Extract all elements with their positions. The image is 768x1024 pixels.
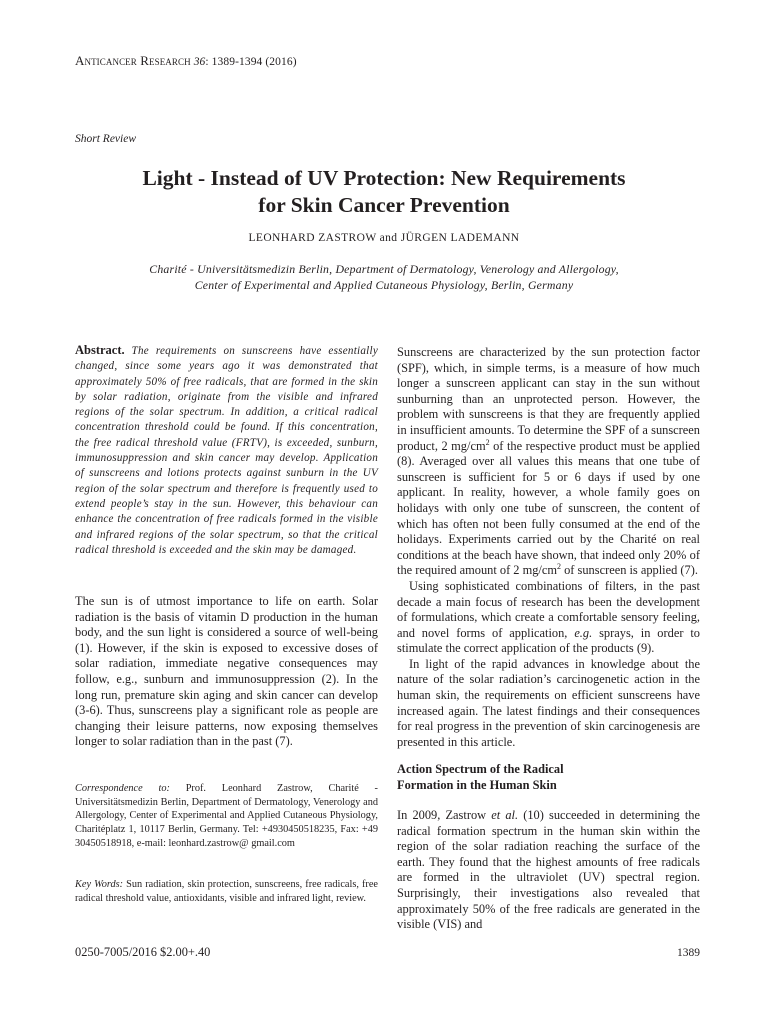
right-column-text xyxy=(397,345,700,750)
paragraph-action-spectrum-part-1: In 2009, Zastrow xyxy=(397,808,492,822)
affiliation xyxy=(60,261,708,293)
keywords xyxy=(75,878,378,905)
paragraph-spf xyxy=(397,345,700,579)
paragraph-filters xyxy=(397,579,700,657)
abstract-label: Abstract. xyxy=(75,343,125,357)
journal-header xyxy=(75,53,297,69)
intro-paragraph: The sun is of utmost importance to life on earth. Solar radiation is the basis of vitamin D production in the human body, and the sun light is considered a source of well-being (1). However, if the skin is exposed to excessive doses of solar radiation, immediate negative consequences may follow, e.g., sunburn and immunosuppression (2). In the long run, premature skin aging and skin cancer can develop (3-6). Thus, sunscreens play a significant role as people are changing their leisure patterns, now exposing themselves longer to solar radiation than in the past (7). xyxy=(75,594,378,749)
issn-price: 0250-7005/2016 $2.00+.40 xyxy=(75,945,211,959)
section-heading-line-1: Action Spectrum of the Radical xyxy=(397,762,564,776)
correspondence xyxy=(75,782,378,851)
superscript-2: 2 xyxy=(485,437,490,447)
article-title-line-1: Light - Instead of UV Protection: New Requirements xyxy=(142,166,626,190)
paragraph-advances: In light of the rapid advances in knowledge about the nature of the solar radiation’s carcinogenetic action in the human skin, the requirements on efficient sunscreens have increased again. The latest findings and their consequences for real progress in the prevention of skin carcinogenesis are presented in this article. xyxy=(397,656,700,749)
keywords-text: Sun radiation, skin protection, sunscreens, free radicals, free radical threshold value, antioxidants, visible and infrared light, review. xyxy=(75,879,378,904)
paragraph-filters-part-2: sprays, in order to stimulate the correct application of the products (9). xyxy=(397,625,700,656)
article-title-line-2: for Skin Cancer Prevention xyxy=(258,193,510,217)
correspondence-text: Prof. Leonhard Zastrow, Charité - Universitätsmedizin Berlin, Department of Dermatology, Venerology and Allergology, Center of Experimental and Applied Cutaneous Physiology, Charitéplatz 1, 10117 Berlin, Germany. Tel: +4930450518235, Fax: +49 30450518918, e-mail: leonhard.zastrow@ gmail.com xyxy=(75,783,378,849)
keywords-label: Key Words: xyxy=(75,879,124,890)
abstract xyxy=(75,343,378,558)
journal-name: Anticancer Research xyxy=(75,53,191,68)
journal-pages-year: : 1389-1394 (2016) xyxy=(205,56,297,68)
affiliation-line-1: Charité - Universitätsmedizin Berlin, Department of Dermatology, Venerology and Allergology, xyxy=(149,262,619,276)
section-heading-line-2: Formation in the Human Skin xyxy=(397,777,557,792)
paragraph-action-spectrum-part-2: (10) succeeded in determining the radical formation spectrum in the human skin within the region of the solar radiation reaching the surface of the earth. They found that the highest amounts of free radicals are formed in the ultraviolet (UV) spectral region. Surprisingly, their investigations also revealed that approximately 50% of the free radicals are generated in the visible (VIS) and xyxy=(397,808,700,932)
superscript-2: 2 xyxy=(557,562,562,572)
page-number: 1389 xyxy=(677,947,700,959)
affiliation-line-2: Center of Experimental and Applied Cutaneous Physiology, Berlin, Germany xyxy=(194,278,574,292)
abstract-text: The requirements on sunscreens have essentially changed, since some years ago it was demonstrated that approximately 50% of free radicals, that are formed in the skin by solar radiation, originate from the visible and infrared regions of the solar spectrum. In addition, a critical radical concentration threshold could be found. If this concentration, the free radical threshold value (FRTV), is exceeded, sunburn, immunosuppression and skin cancer may develop. Application of sunscreens and lotions protects against sunburn in the UV region of the solar spectrum and therefore is frequently used to extend people’s stay in the sun. However, this behaviour can enhance the concentration of free radicals formed in the visible and infrared regions of the solar spectrum, so that the critical radical threshold is exceeded and the skin may be damaged. xyxy=(75,345,379,556)
paragraph-spf-part-2: of the respective product must be applied (8). Averaged over all values this means that one tube of sunscreen is sufficient for 5 or 6 days if used by one applicant. In reality, however, a whole family goes on holidays with only one tube of sunscreen, the content of which has often not been fully consumed at the end of the holidays. Experiments carried out by the Charité on real conditions at the beach have shown, that indeed only 20% of the required amount of 2 mg/cm xyxy=(397,438,700,578)
correspondence-label: Correspondence to: xyxy=(75,783,170,794)
et-al: et al. xyxy=(491,808,519,822)
eg-abbrev: e.g. xyxy=(574,625,593,640)
section-heading xyxy=(397,762,700,793)
paragraph-action-spectrum xyxy=(397,808,700,933)
journal-volume: 36 xyxy=(193,56,206,68)
paragraph-filters-part-1: Using sophisticated combinations of filters, in the past decade a main focus of research has been the development of formulations, which create a comfortable sensory feeling, and novel forms of application, xyxy=(397,578,700,640)
paragraph-spf-part-1: Sunscreens are characterized by the sun protection factor (SPF), which, in simple terms, is a measure of how much longer a sunscreen applicant can stay in the sun without sunburning than an unprotected person. However, the problem with sunscreens is that they are frequently applied in insufficient amounts. To determine the SPF of a sunscreen product, 2 mg/cm xyxy=(397,345,700,453)
article-type: Short Review xyxy=(75,133,136,145)
authors: LEONHARD ZASTROW and JÜRGEN LADEMANN xyxy=(248,232,520,244)
paragraph-spf-part-3: of sunscreen is applied (7). xyxy=(561,563,698,578)
article-title xyxy=(60,165,708,219)
